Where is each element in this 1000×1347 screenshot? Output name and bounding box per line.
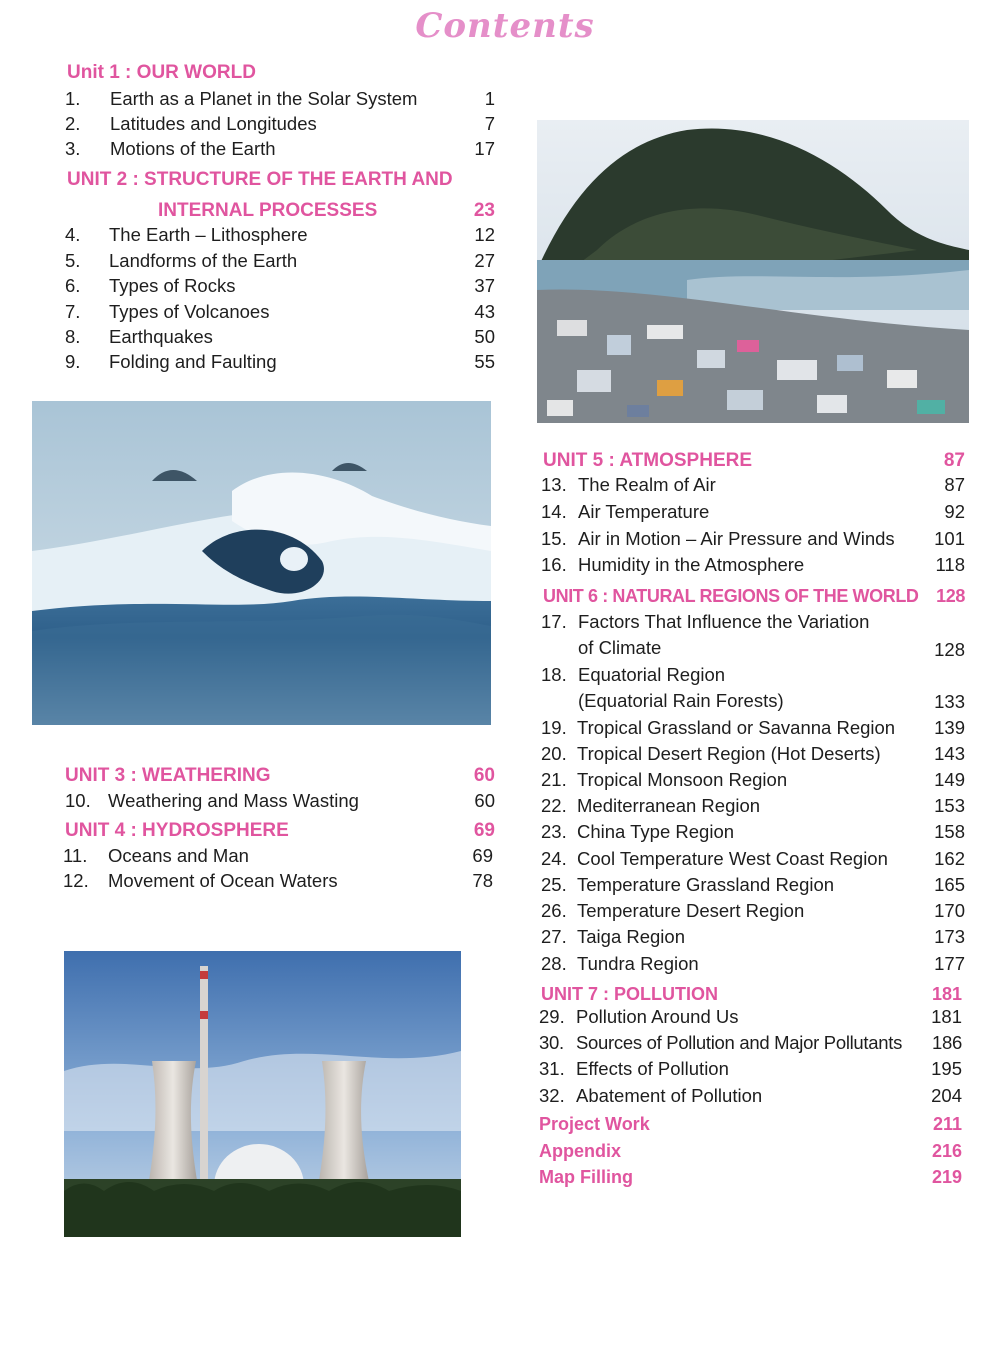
entry-number: 2.	[65, 113, 81, 134]
entry-title: Effects of Pollution	[576, 1058, 729, 1079]
extra-title: Project Work	[539, 1114, 650, 1134]
entry-page: 69	[472, 845, 493, 866]
entry-page: 43	[474, 301, 495, 322]
entry-title: Air Temperature	[578, 501, 710, 522]
toc-entry-18[interactable]	[541, 664, 965, 714]
entry-page: 195	[931, 1058, 962, 1079]
entry-page: 139	[934, 717, 965, 738]
entry-number: 18.	[541, 664, 567, 685]
toc-extra-map-filling[interactable]	[539, 1167, 962, 1188]
unit-3-heading	[65, 765, 495, 787]
unit-5-label: UNIT 5 : ATMOSPHERE	[543, 450, 753, 471]
entry-page: 7	[484, 113, 495, 134]
entry-number: 7.	[65, 301, 81, 322]
entry-page: 92	[944, 501, 965, 522]
entry-page: 181	[931, 1006, 962, 1027]
entry-number: 12.	[63, 870, 89, 891]
entry-page: 186	[932, 1032, 962, 1053]
entry-title: Tropical Grassland or Savanna Region	[577, 717, 896, 738]
entry-title: Earth as a Planet in the Solar System	[110, 88, 418, 109]
unit-4-heading	[65, 820, 495, 842]
entry-number: 19.	[541, 717, 567, 738]
entry-page: 162	[934, 848, 965, 869]
entry-number: 10.	[65, 790, 91, 811]
unit-6-heading	[543, 586, 965, 607]
entry-title: Tundra Region	[577, 953, 699, 974]
unit-2-label-line2: INTERNAL PROCESSES	[158, 200, 378, 221]
unit-6-label: UNIT 6 : NATURAL REGIONS OF THE WORLD	[543, 586, 919, 606]
entry-page: 173	[934, 926, 965, 947]
entry-number: 3.	[65, 138, 81, 159]
entry-number: 13.	[541, 474, 567, 495]
entry-number: 4.	[65, 224, 81, 245]
entry-page: 37	[474, 275, 495, 296]
entry-title: Air in Motion – Air Pressure and Winds	[578, 528, 895, 549]
entry-page: 12	[474, 224, 495, 245]
entry-page: 1	[484, 88, 495, 109]
unit-4-label: UNIT 4 : HYDROSPHERE	[65, 820, 289, 841]
entry-title: Landforms of the Earth	[109, 250, 298, 271]
entry-title: China Type Region	[577, 821, 735, 842]
unit-5-heading	[543, 450, 965, 472]
entry-title: Sources of Pollution and Major Pollutants	[576, 1032, 903, 1053]
unit-5-page: 87	[943, 450, 965, 471]
entry-page: 149	[934, 769, 965, 790]
toc-entry-17[interactable]	[541, 611, 965, 661]
unit-6-page: 128	[936, 586, 965, 606]
toc-extra-project-work[interactable]	[539, 1114, 962, 1135]
entry-page: 17	[474, 138, 495, 159]
entry-title: Tropical Desert Region (Hot Deserts)	[577, 743, 881, 764]
entry-page: 78	[472, 870, 493, 891]
entry-title: Tropical Monsoon Region	[577, 769, 788, 790]
entry-number: 24.	[541, 848, 567, 869]
entry-title-continued: of Climate	[578, 637, 662, 658]
entry-page: 170	[934, 900, 965, 921]
entry-title: Mediterranean Region	[577, 795, 761, 816]
unit-2-label-line1: UNIT 2 : STRUCTURE OF THE EARTH AND	[67, 169, 453, 190]
extra-page: 211	[932, 1114, 962, 1134]
page-title: Contents	[415, 6, 595, 46]
entry-number: 25.	[541, 874, 567, 895]
extra-title: Appendix	[539, 1141, 622, 1161]
extra-page: 219	[931, 1167, 962, 1187]
unit-4-page: 69	[473, 820, 495, 841]
entry-number: 32.	[539, 1085, 565, 1106]
entry-title: Equatorial Region	[578, 664, 726, 685]
entry-page: 165	[934, 874, 965, 895]
unit-7-label: UNIT 7 : POLLUTION	[541, 984, 718, 1004]
entry-number: 14.	[541, 501, 567, 522]
extra-page: 216	[931, 1141, 962, 1161]
unit-2-heading-line2	[158, 200, 495, 222]
entry-page: 158	[934, 821, 965, 842]
entry-number: 8.	[65, 326, 81, 347]
entry-title: Latitudes and Longitudes	[110, 113, 317, 134]
unit-7-heading	[541, 984, 962, 1005]
power-plant-photo	[64, 951, 461, 1237]
entry-page: 143	[934, 743, 965, 764]
entry-page: 50	[474, 326, 495, 347]
entry-number: 20.	[541, 743, 567, 764]
entry-page: 101	[934, 528, 965, 549]
extra-title: Map Filling	[539, 1167, 633, 1187]
entry-title: Types of Volcanoes	[109, 301, 270, 322]
entry-title: Factors That Influence the Variation	[578, 611, 870, 632]
entry-title: Earthquakes	[109, 326, 213, 347]
entry-title: Oceans and Man	[108, 845, 249, 866]
entry-title: Abatement of Pollution	[576, 1085, 763, 1106]
entry-page: 27	[474, 250, 495, 271]
polluted-beach-photo	[537, 120, 969, 423]
unit-1-heading	[67, 62, 256, 84]
entry-page: 133	[934, 691, 965, 712]
entry-title: Movement of Ocean Waters	[108, 870, 338, 891]
unit-7-page: 181	[931, 984, 962, 1004]
entry-page: 87	[944, 474, 965, 495]
toc-extra-appendix[interactable]	[539, 1141, 962, 1162]
entry-number: 5.	[65, 250, 81, 271]
entry-title: Cool Temperature West Coast Region	[577, 848, 888, 869]
entry-title-continued: (Equatorial Rain Forests)	[578, 690, 784, 711]
ocean-wave-photo	[32, 401, 491, 725]
unit-3-page: 60	[473, 765, 495, 786]
entry-title: Types of Rocks	[109, 275, 236, 296]
entry-title: Humidity in the Atmosphere	[578, 554, 805, 575]
entry-title: Taiga Region	[577, 926, 685, 947]
entry-page: 128	[934, 639, 965, 660]
entry-number: 23.	[541, 821, 567, 842]
entry-title: Temperature Grassland Region	[577, 874, 835, 895]
entry-title: The Realm of Air	[578, 474, 716, 495]
entry-number: 21.	[541, 769, 567, 790]
entry-title: The Earth – Lithosphere	[109, 224, 308, 245]
unit-2-heading	[67, 169, 497, 191]
entry-title: Pollution Around Us	[576, 1006, 739, 1027]
entry-number: 27.	[541, 926, 567, 947]
entry-title: Temperature Desert Region	[577, 900, 805, 921]
entry-title: Folding and Faulting	[109, 351, 277, 372]
entry-page: 204	[931, 1085, 962, 1106]
entry-number: 26.	[541, 900, 567, 921]
entry-number: 30.	[539, 1032, 564, 1053]
entry-number: 17.	[541, 611, 567, 632]
entry-title: Weathering and Mass Wasting	[108, 790, 359, 811]
entry-number: 31.	[539, 1058, 565, 1079]
entry-page: 153	[934, 795, 965, 816]
entry-page: 60	[474, 790, 495, 811]
entry-number: 16.	[541, 554, 567, 575]
entry-page: 118	[935, 554, 965, 575]
entry-number: 1.	[65, 88, 81, 109]
entry-number: 9.	[65, 351, 81, 372]
entry-number: 15.	[541, 528, 567, 549]
entry-number: 29.	[539, 1006, 565, 1027]
entry-page: 55	[474, 351, 495, 372]
entry-number: 11.	[63, 845, 88, 866]
entry-title: Motions of the Earth	[110, 138, 276, 159]
unit-1-label: Unit 1 : OUR WORLD	[67, 62, 256, 83]
entry-page: 177	[934, 953, 965, 974]
entry-number: 22.	[541, 795, 567, 816]
entry-number: 6.	[65, 275, 81, 296]
unit-3-label: UNIT 3 : WEATHERING	[65, 765, 271, 786]
unit-2-page: 23	[473, 200, 495, 221]
entry-number: 28.	[541, 953, 567, 974]
